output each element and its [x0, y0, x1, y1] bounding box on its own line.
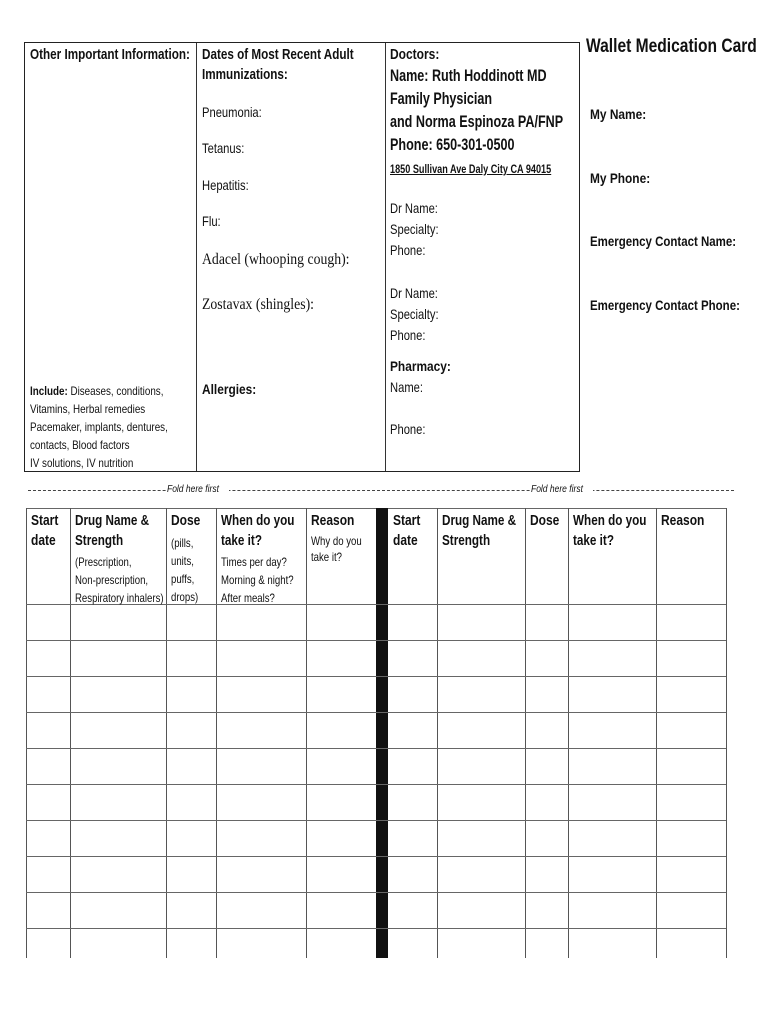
table-row — [26, 712, 726, 713]
doctor-line-2: Family Physician — [390, 89, 493, 108]
table-col-line — [568, 508, 569, 958]
flu-label: Flu: — [202, 213, 221, 229]
dr2-name-label: Dr Name: — [390, 285, 438, 301]
doctor-name-line: Name: Ruth Hoddinott MD — [390, 66, 547, 85]
left-drug-header: Drug Name & Strength (Prescription, Non-prescription, Respiratory inhalers) — [75, 512, 164, 605]
doctors-header: Doctors: — [390, 46, 440, 63]
include-line-5: IV solutions, IV nutrition — [30, 456, 134, 470]
tetanus-label: Tetanus: — [202, 140, 245, 156]
zostavax-label: Zostavax (shingles): — [202, 296, 314, 313]
immunizations-header-2: Immunizations: — [202, 66, 288, 83]
dr2-specialty-label: Specialty: — [390, 306, 439, 322]
right-start-date-header: Start date — [393, 512, 421, 549]
table-center-divider — [376, 508, 388, 958]
pharmacy-name-label: Name: — [390, 379, 423, 395]
card-title: Wallet Medication Card — [586, 36, 757, 57]
table-row — [26, 928, 726, 929]
my-phone-label: My Phone: — [590, 170, 651, 186]
include-line-3: Pacemaker, implants, dentures, — [30, 420, 168, 434]
emergency-contact-name-label: Emergency Contact Name: — [590, 233, 737, 249]
table-row — [26, 640, 726, 641]
allergies-label: Allergies: — [202, 381, 257, 397]
table-col-line — [726, 508, 727, 958]
table-col-line — [26, 508, 27, 958]
info-box — [24, 42, 580, 472]
table-col-line — [656, 508, 657, 958]
dr1-phone-label: Phone: — [390, 242, 426, 258]
my-name-label: My Name: — [590, 106, 647, 122]
table-row — [26, 676, 726, 677]
table-col-line — [216, 508, 217, 958]
table-col-line — [525, 508, 526, 958]
other-info-header: Other Important Information: — [30, 46, 190, 63]
doctor-address: 1850 Sullivan Ave Daly City CA 94015 — [390, 162, 552, 176]
fold-label-left: Fold here first — [166, 484, 229, 495]
include-line-1 — [30, 382, 193, 400]
medication-table — [26, 508, 726, 958]
info-box-divider — [196, 43, 197, 471]
table-row — [26, 856, 726, 857]
right-reason-header: Reason — [661, 512, 705, 529]
table-col-line — [437, 508, 438, 958]
pharmacy-phone-label: Phone: — [390, 421, 426, 437]
include-text: Diseases, conditions, — [67, 384, 164, 398]
doctor-line-3: and Norma Espinoza PA/FNP — [390, 112, 564, 131]
emergency-contact-phone-label: Emergency Contact Phone: — [590, 297, 740, 313]
include-line-4: contacts, Blood factors — [30, 438, 130, 452]
hepatitis-label: Hepatitis: — [202, 177, 249, 193]
fold-line — [28, 490, 734, 491]
table-row — [26, 820, 726, 821]
right-drug-header: Drug Name & Strength — [442, 512, 517, 549]
left-reason-header: Reason Why do you take it? — [311, 512, 362, 564]
dr1-specialty-label: Specialty: — [390, 221, 439, 237]
adacel-label: Adacel (whooping cough): — [202, 251, 350, 268]
table-col-line — [70, 508, 71, 958]
right-dose-header: Dose — [530, 512, 560, 529]
dr2-phone-label: Phone: — [390, 327, 426, 343]
table-row — [26, 892, 726, 893]
pharmacy-header: Pharmacy: — [390, 358, 451, 374]
left-dose-header: Dose (pills, units, puffs, drops) — [171, 512, 201, 604]
table-row — [26, 748, 726, 749]
fold-label-right: Fold here first — [530, 484, 593, 495]
info-box-divider — [385, 43, 386, 471]
table-row — [26, 784, 726, 785]
include-line-2: Vitamins, Herbal remedies — [30, 402, 146, 416]
pneumonia-label: Pneumonia: — [202, 104, 262, 120]
doctor-phone-line: Phone: 650-301-0500 — [390, 135, 515, 154]
left-start-date-header: Start date — [31, 512, 59, 549]
include-label: Include: — [30, 384, 68, 398]
immunizations-header-1: Dates of Most Recent Adult — [202, 46, 354, 63]
dr1-name-label: Dr Name: — [390, 200, 438, 216]
left-when-header: When do you take it? Times per day? Morning & night? After meals? — [221, 512, 295, 605]
right-when-header: When do you take it? — [573, 512, 647, 549]
